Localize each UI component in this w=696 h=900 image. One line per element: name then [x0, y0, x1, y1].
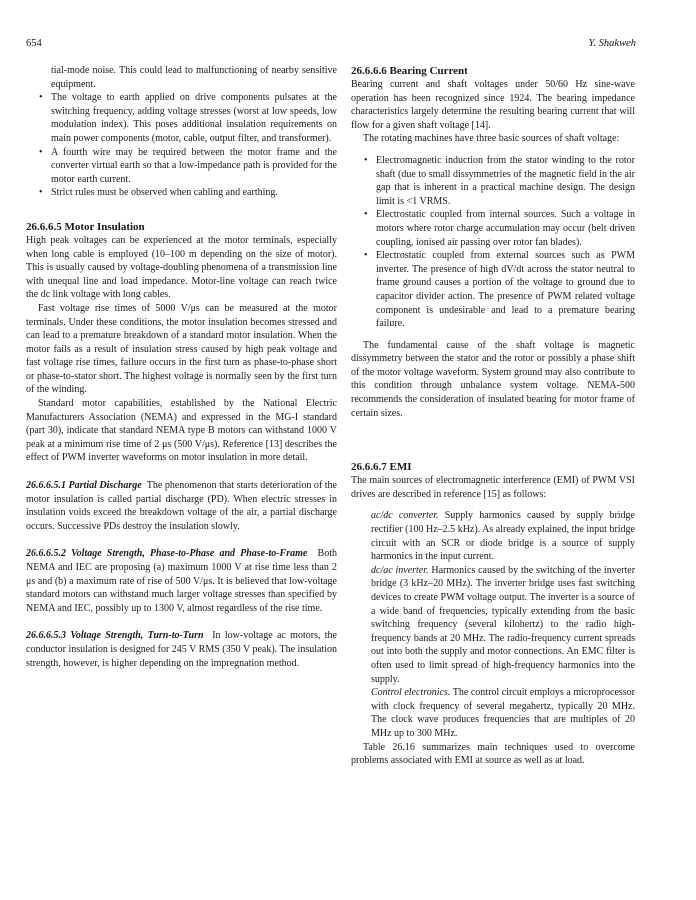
paragraph	[26, 479, 337, 533]
running-author: Y. Shakweh	[588, 38, 636, 49]
paragraph: The rotating machines have three basic sources of shaft voltage:	[363, 133, 620, 145]
subsection-heading: 26.6.6.5.1 Partial Discharge	[26, 480, 142, 492]
definition-item	[371, 686, 635, 740]
list-item: • Electrostatic coupled from internal sources. Such a voltage in motors where rotor charge accumulation may occur (belt driven coupling, ionised air passing over rotor fan blades).	[351, 208, 635, 249]
section-heading: 26.6.6.7 EMI	[351, 461, 412, 474]
definition-text: The control circuit employs a microprocessor with clock frequency of several megahertz, typically 20 MHz. The clock wave produces frequencies that are multiples of 20 MHz up to 300 MHz.	[371, 687, 635, 739]
paragraph: Fast voltage rise times of 5000 V/μs can be measured at the motor terminals. Under these conditions, the motor insulation becomes stressed and can lead to a premature breakdown of a standard motor insulation. When the motor fails as a result of insulation stress caused by high peak voltage and fast voltage rise times, failure occurs in the first turn as phase-to-phase short or phase-to-stator short. The highest voltage is normally seen by the first turn of the winding.	[26, 302, 337, 396]
paragraph: The fundamental cause of the shaft voltage is magnetic dissymmetry between the stator and the rotor or possibly a phase shift of the motor voltage waveform. System ground may also contribute to this condition through unbalance system voltage. NEMA-500 recommends the consideration of insulated bearing for motor frame of certain sizes.	[351, 339, 635, 419]
bullet-list	[26, 91, 337, 200]
list-item: • Strict rules must be observed when cabling and earthing.	[26, 186, 337, 200]
list-item: • Electrostatic coupled from external sources such as PWM inverter. The presence of high dV/dt across the stator neutral to frame ground causes a portion of the voltage to ground due to capacitor divider action. The presence of PWM related voltage component is undesirable and lead to a premature bearing failure.	[351, 249, 635, 331]
definition-list	[351, 509, 635, 740]
bullet-list	[351, 154, 635, 331]
paragraph: High peak voltages can be experienced at the motor terminals, especially when long cable is employed (10–100 m depending on the size of motor). This is usually caused by voltage-doubling phenomena of a transmission line with unequal line and load impedance. Motor-line voltage can reach twice the dc link voltage with long cables.	[26, 234, 337, 301]
section-heading: 26.6.6.6 Bearing Current	[351, 65, 468, 77]
definition-term: dc/ac inverter.	[371, 564, 429, 576]
definition-term: Control electronics.	[371, 687, 451, 699]
paragraph-text: The phenomenon that starts deterioration of the motor insulation is called partial discharge (PD). When electric stresses in insulation voids exceed the breakdown voltage of the air, a partial discharge occurs. Successive PDs destroy the insulation slowly.	[26, 480, 337, 532]
list-item: • A fourth wire may be required between the motor frame and the converter virtual earth so that a low-impedance path is provided for the motor earth current.	[26, 146, 337, 187]
list-item: • Electromagnetic induction from the stator winding to the rotor shaft (due to small dissymmetries of the magnetic field in the air gap that is inherent in a practical machine design. The design limit is <1 VRMS.	[351, 154, 635, 208]
subsection-heading: 26.6.6.5.2 Voltage Strength, Phase-to-Phase and Phase-to-Frame	[26, 548, 308, 560]
paragraph: The main sources of electromagnetic interference (EMI) of PWM VSI drives are described in reference [15] as follows:	[351, 475, 635, 500]
paragraph: Table 26.16 summarizes main techniques used to overcome problems associated with EMI at source as well as at load.	[351, 741, 635, 767]
definition-item	[371, 509, 635, 563]
paragraph: tial-mode noise. This could lead to malfunctioning of nearby sensitive equipment.	[51, 65, 337, 90]
paragraph-text: In low-voltage ac motors, the conductor insulation is designed for 245 V RMS (350 V peak). The insulation strength, however, is higher depending on the impregnation method.	[26, 630, 337, 669]
subsection-heading: 26.6.6.5.3 Voltage Strength, Turn-to-Turn	[26, 630, 204, 642]
section-heading: 26.6.6.5 Motor Insulation	[26, 220, 145, 233]
left-column	[26, 64, 337, 670]
definition-text: Supply harmonics caused by supply bridge rectifier (100 Hz–2.5 kHz). As already explained, the input bridge circuit with an SCR or diode bridge is a source of supply harmonics in the input current.	[371, 510, 635, 563]
definition-term: ac/dc converter.	[371, 510, 439, 522]
list-item: • The voltage to earth applied on drive components pulsates at the switching frequency, adding voltage stresses (worst at low speeds, low modulation index). This poses additional insulation requirements on main power components (motor, cable, output filter, and transformer).	[26, 91, 337, 145]
paragraph	[26, 629, 337, 670]
paragraph: Standard motor capabilities, established by the National Electric Manufacturers Association (NEMA) and expressed in the MG-I standard (part 30), indicate that standard NEMA type B motors can withstand 1000 V peak at a minimum rise time of 2 μs (500 V/μs). Reference [13] describes the effect of PWM inverter waveforms on motor insulation in more detail.	[26, 398, 337, 464]
paragraph-text: Both NEMA and IEC are proposing (a) maximum 1000 V at rise time less than 2 μs and (b) a maximum rate of rise of 500 V/μs. It is believed that low-voltage standard motors can withstand much larger voltage stresses than specified by NEMA and IEC, possibly up to 1300 V, almost regardless of the rise time.	[26, 548, 337, 614]
definition-item	[371, 564, 635, 686]
paragraph	[26, 547, 337, 615]
page-number: 654	[26, 38, 42, 49]
definition-text: Harmonics caused by the switching of the inverter bridge (3 kHz–20 MHz). The inverter bridge uses fast switching devices to create PWM voltage output. The inverter is a source of a wide band of frequencies, typically extending from the basic switching frequency (several kilohertz) to the radio high-frequency bands at 20 MHz. The radio-frequency current spreads out into both the supply and motor connections. An EMC filter is often used to limit spread of high-frequency harmonics into the supply.	[371, 564, 636, 685]
paragraph: Bearing current and shaft voltages under 50/60 Hz sine-wave operation has been recognized since 1924. The bearing impedance characteristics largely determine the resulting bearing current that will flow for a given shaft voltage [14].	[351, 79, 635, 131]
right-column	[351, 64, 635, 768]
